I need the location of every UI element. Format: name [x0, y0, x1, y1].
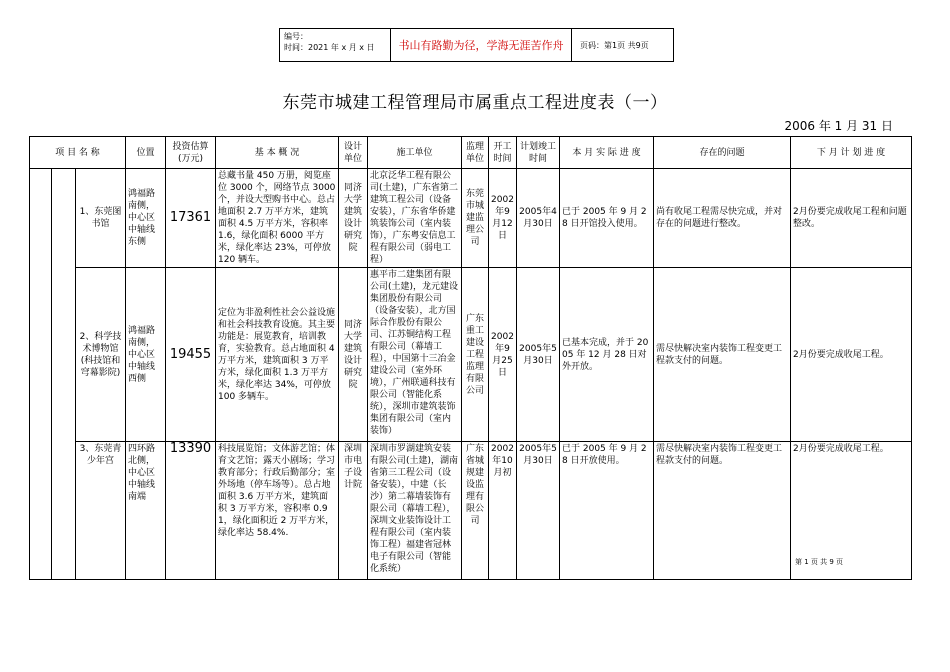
header-motto: 书山有路勤为径，学海无涯苦作舟	[391, 29, 572, 61]
row-name: 1、东莞图书馆	[76, 169, 126, 268]
row-design: 同济大学建筑设计研究院	[339, 169, 368, 268]
col-location: 位置	[126, 137, 166, 169]
row-location: 鸿福路南侧，中心区中轴线东侧	[126, 169, 166, 268]
row-problems: 需尽快解决室内装饰工程变更工程款支付的问题。	[654, 442, 791, 580]
col-progress: 本 月 实 际 进 度	[560, 137, 654, 169]
row-start: 2002年9月25日	[489, 268, 517, 442]
col-investment: 投资估算(万元)	[166, 137, 216, 169]
row-name: 2、科学技术博物馆(科技馆和穹幕影院)	[76, 268, 126, 442]
progress-table	[29, 136, 912, 580]
row-supervision: 广东省城规建设监理有限公司	[462, 442, 489, 580]
col-planned-finish: 计划竣工时间	[517, 137, 560, 169]
group-cell-outer	[30, 169, 52, 580]
row-planned-finish: 2005年5月30日	[517, 268, 560, 442]
row-overview: 定位为非盈利性社会公益设施和社会科技教育设施。其主要功能是：展览教育，培训教育，实验教育。总占地面积 4 万平方米，建筑面积 3 万平方米，绿化面积 1.3 万平方米，绿化率达 34%，可停放 100 多辆车。	[216, 268, 339, 442]
row-overview: 科技展览馆；文体游艺馆；体育文艺馆；露天小剧场；学习教育部分；行政后勤部分；室外场地（停车场等）。总占地面积 3.6 万平方米，建筑面积 3 万平方米，容积率 0.91，绿化面积近 2 万平方米，绿化率达 58.4%.	[216, 442, 339, 580]
col-design: 设计单位	[339, 137, 368, 169]
row-progress: 已于 2005 年 9 月 28 日开放使用。	[560, 442, 654, 580]
row-next-plan: 2月份要完成收尾工程和问题整改。	[791, 169, 912, 268]
row-design: 深圳市电子设计院	[339, 442, 368, 580]
row-start: 2002年9月12日	[489, 169, 517, 268]
row-construction: 惠平市二建集团有限公司(土建)，龙元建设集团股份有限公司（设备安装），北方国际合作股份有限公司、江苏铜结构工程有限公司（幕墙工程），中国第十三冶金建设公司（室外环境），广州联通科技有限公司（智能化系统），深圳市建筑装饰集团有限公司（室内装饰）	[368, 268, 462, 442]
row-start: 2002年10月初	[489, 442, 517, 580]
report-date: 2006 年 1 月 31 日	[784, 119, 893, 133]
table-row	[30, 442, 912, 580]
header-time: 时间：2021 年 x 月 x 日	[284, 43, 375, 52]
col-start: 开工时间	[489, 137, 517, 169]
row-construction: 北京泛华工程有限公司(土建)，广东省第二建筑工程公司（设备安装），广东省华侨建筑装饰公司（室内装饰），广东粤安信息工程有限公司（弱电工程）	[368, 169, 462, 268]
table-header-row	[30, 137, 912, 169]
table-row	[30, 268, 912, 442]
col-supervision: 监理单位	[462, 137, 489, 169]
col-name: 项 目 名 称	[30, 137, 126, 169]
document-header-box	[279, 28, 674, 62]
col-overview: 基 本 概 况	[216, 137, 339, 169]
row-planned-finish: 2005年5月30日	[517, 442, 560, 580]
row-overview: 总藏书量 450 万册，阅览座位 3000 个，网络节点 3000 个，并设大型购书中心。总占地面积 2.7 万平方米，建筑面积 4.5 万平方米，容积率 1.6，绿化面积 6000 平方米，绿化率达 23%，可停放 120 辆车。	[216, 169, 339, 268]
row-name: 3、东莞青少年宫	[76, 442, 126, 580]
row-progress: 已基本完成，并于 2005 年 12 月 28 日对外开放。	[560, 268, 654, 442]
row-supervision: 东莞市城建监理公司	[462, 169, 489, 268]
row-investment: 19455	[166, 268, 216, 442]
row-problems: 需尽快解决室内装饰工程变更工程款支付的问题。	[654, 268, 791, 442]
row-investment: 17361	[166, 169, 216, 268]
row-next-plan: 2月份要完成收尾工程。	[791, 268, 912, 442]
row-location: 鸿福路南侧，中心区中轴线西侧	[126, 268, 166, 442]
row-investment: 13390	[166, 442, 216, 580]
row-problems: 尚有收尾工程需尽快完成，并对存在的问题进行整改。	[654, 169, 791, 268]
row-next-plan: 2月份要完成收尾工程。	[791, 442, 912, 580]
table-row	[30, 169, 912, 268]
header-meta	[280, 29, 391, 61]
row-progress: 已于 2005 年 9 月 28 日开馆投入使用。	[560, 169, 654, 268]
col-construction: 施工单位	[368, 137, 462, 169]
col-next-plan: 下 月 计 划 进 度	[791, 137, 912, 169]
col-problems: 存在的问题	[654, 137, 791, 169]
row-supervision: 广东重工建设工程监理有限公司	[462, 268, 489, 442]
row-location: 四环路北侧，中心区中轴线南端	[126, 442, 166, 580]
page-title: 东莞市城建工程管理局市属重点工程进度表（一）	[282, 93, 668, 113]
row-design: 同济大学建筑设计研究院	[339, 268, 368, 442]
header-page-info: 页码：第1页 共9页	[580, 40, 649, 50]
header-number: 编号：	[284, 32, 308, 41]
row-planned-finish: 2005年4月30日	[517, 169, 560, 268]
row-construction: 深圳市罗湖建筑安装有限公司(土建)，湖南省第三工程公司（设备安装），中建（长沙）第二幕墙装饰有限公司（幕墙工程），深圳文业装饰设计工程有限公司（室内装饰工程）福建省冠林电子有限公司（智能化系统）	[368, 442, 462, 580]
page-footer: 第 1 页 共 9 页	[795, 558, 844, 566]
group-cell-inner	[52, 169, 76, 580]
